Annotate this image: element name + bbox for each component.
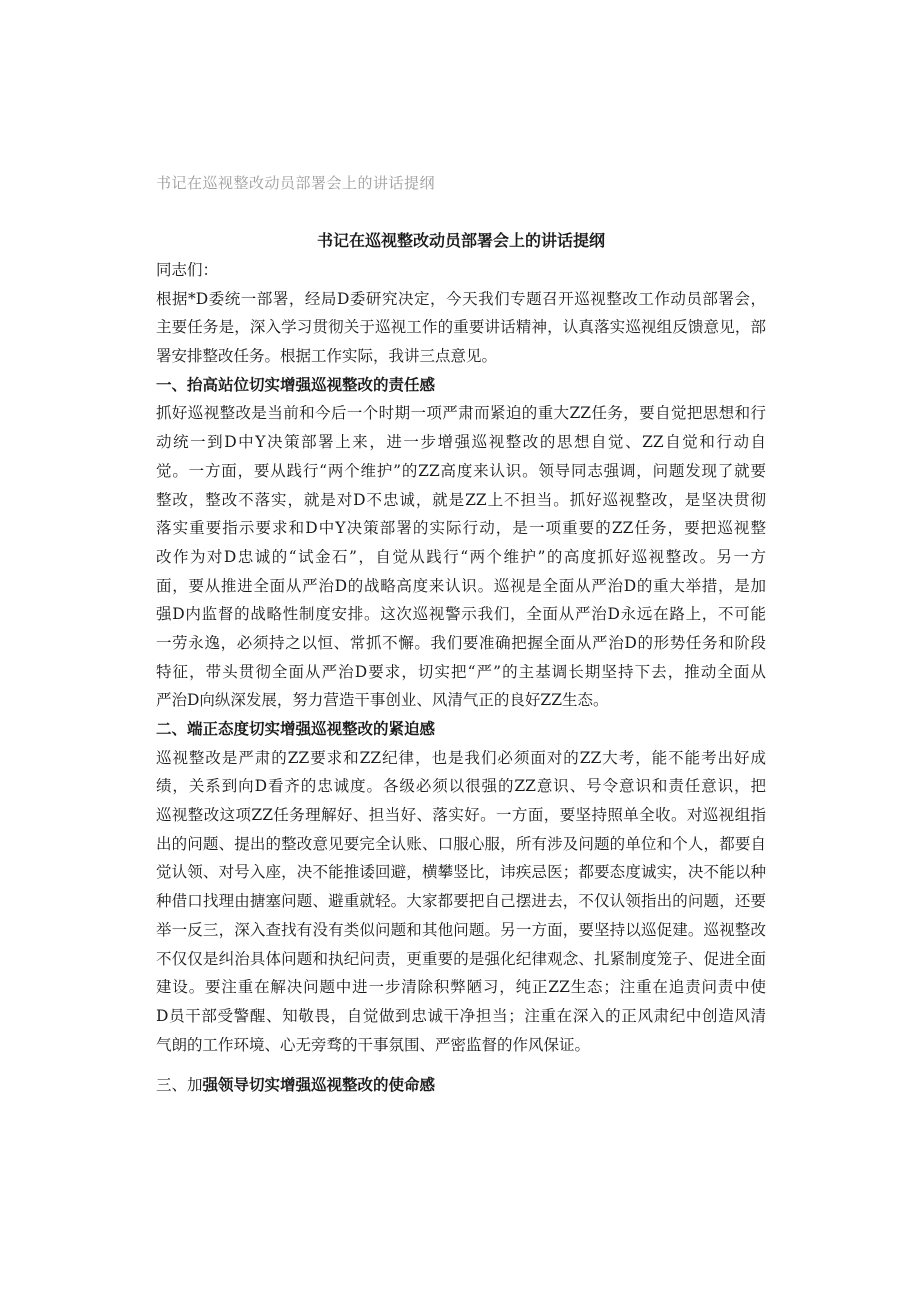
paragraph-line: 抓好巡视整改是当前和今后一个时期一项严肃而紧迫的重大ZZ任务，要自觉把思想和行 <box>156 404 766 423</box>
paragraph-line: 特征，带头贯彻全面从严治D要求，切实把“严”的主基调长期坚持下去，推动全面从 <box>156 662 766 681</box>
paragraph-line: 举一反三，深入查找有没有类似问题和其他问题。另一方面，要坚持以巡促建。巡视整改 <box>156 920 766 939</box>
paragraph-line: 出的问题、提出的整改意见要完全认账、口服心服，所有涉及问题的单位和个人，都要自 <box>156 834 766 853</box>
paragraph-line: D员干部受警醒、知敬畏，自觉做到忠诚干净担当；注重在深入的正风肃纪中创造风清 <box>156 1006 766 1025</box>
section-2-paragraph <box>156 744 766 1060</box>
paragraph-line: 整改，整改不落实，就是对D不忠诚，就是ZZ上不担当。抓好巡视整改，是坚决贯彻 <box>156 490 766 509</box>
section-3-heading-rest: 强领导切实增强巡视整改的使命感 <box>202 1076 436 1095</box>
paragraph-line: 绩，关系到向D看齐的忠诚度。各级必须以很强的ZZ意识、号令意识和责任意识，把 <box>156 777 766 796</box>
paragraph-line: 主要任务是，深入学习贯彻关于巡视工作的重要讲话精神，认真落实巡视组反馈意见，部 <box>156 318 766 337</box>
section-3-heading <box>156 1071 766 1100</box>
document-title: 书记在巡视整改动员部署会上的讲话提纲 <box>316 231 605 250</box>
paragraph-line: 署安排整改任务。根据工作实际，我讲三点意见。 <box>156 347 498 366</box>
salutation: 同志们： <box>156 261 219 279</box>
paragraph-line: 落实重要指示要求和D中Y决策部署的实际行动，是一项重要的ZZ任务，要把巡视整 <box>156 519 766 538</box>
paragraph-line: 巡视整改这项ZZ任务理解好、担当好、落实好。一方面，要坚持照单全收。对巡视组指 <box>156 806 766 825</box>
paragraph-line: 种借口找理由搪塞问题、避重就轻。大家都要把自己摆进去，不仅认领指出的问题，还要 <box>156 892 766 911</box>
section-1-heading: 一、抬高站位切实增强巡视整改的责任感 <box>156 375 436 394</box>
paragraph-line: 一劳永逸，必须持之以恒、常抓不懈。我们要准确把握全面从严治D的形势任务和阶段 <box>156 633 766 652</box>
paragraph-line: 不仅仅是纠治具体问题和执纪问责，更重要的是强化纪律观念、扎紧制度笼子、促进全面 <box>156 949 766 968</box>
paragraph-line: 气朗的工作环境、心无旁骛的干事氛围、严密监督的作风保证。 <box>156 1035 591 1054</box>
paragraph-line: 改作为对D忠诚的“试金石”，自觉从践行“两个维护”的高度抓好巡视整改。另一方 <box>156 547 766 566</box>
paragraph-line: 面，要从推进全面从严治D的战略高度来认识。巡视是全面从严治D的重大举措，是加 <box>156 576 766 595</box>
paragraph-line: 巡视整改是严肃的ZZ要求和ZZ纪律，也是我们必须面对的ZZ大考，能不能考出好成 <box>156 748 766 767</box>
intro-paragraph <box>156 285 766 371</box>
paragraph-line: 强D内监督的战略性制度安排。这次巡视警示我们，全面从严治D永远在路上，不可能 <box>156 605 766 624</box>
header-note: 书记在巡视整改动员部署会上的讲话提纲 <box>156 174 436 192</box>
paragraph-line: 觉。一方面，要从践行“两个维护”的ZZ高度来认识。领导同志强调，问题发现了就要 <box>156 461 766 480</box>
section-2-heading: 二、端正态度切实增强巡视整改的紧迫感 <box>156 720 436 738</box>
paragraph-line: 动统一到D中Y决策部署上来，进一步增强巡视整改的思想自觉、ZZ自觉和行动自 <box>156 433 766 452</box>
section-3-heading-lead: 三、加 <box>156 1076 203 1095</box>
paragraph-line: 根据*D委统一部署，经局D委研究决定，今天我们专题召开巡视整改工作动员部署会， <box>156 289 766 308</box>
section-1-paragraph <box>156 399 766 715</box>
paragraph-line: 建设。要注重在解决问题中进一步清除积弊陋习，纯正ZZ生态；注重在追责问责中使 <box>156 978 766 997</box>
paragraph-line: 严治D向纵深发展，努力营造干事创业、风清气正的良好ZZ生态。 <box>156 691 609 710</box>
paragraph-line: 觉认领、对号入座，决不能推诿回避，横攀竖比，讳疾忌医；都要态度诚实，决不能以种 <box>156 863 766 882</box>
document-body <box>156 226 766 1100</box>
